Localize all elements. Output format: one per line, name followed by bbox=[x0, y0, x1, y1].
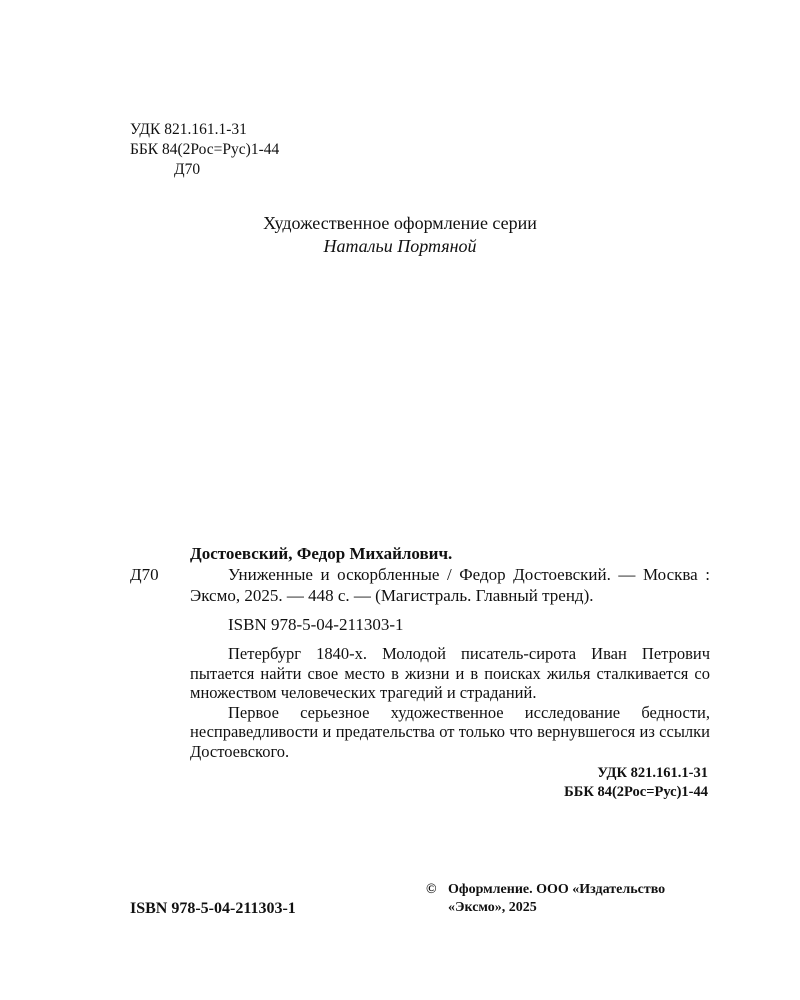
catalog-bbk: ББК 84(2Рос=Рус)1-44 bbox=[564, 784, 708, 800]
copyright-line-2: «Эксмо», 2025 bbox=[448, 900, 537, 915]
catalog-entry bbox=[130, 564, 710, 606]
annotation-paragraph: Петербург 1840-х. Молодой писатель-сирота Иван Петрович пытается найти свое место в жизни и в поисках жилья сталкивается со множеством человеческих трагедий и страданий. bbox=[190, 644, 710, 702]
bbk-code: ББК 84(2Рос=Рус)1-44 bbox=[130, 141, 280, 158]
catalog-card bbox=[130, 543, 710, 802]
catalog-codes bbox=[130, 764, 710, 802]
copyright-icon: © bbox=[426, 882, 437, 897]
classification-codes bbox=[130, 120, 279, 180]
annotation-paragraph: Первое серьезное художественное исследование бедности, несправедливости и предательства от только что вернувшегося из ссылки Достоевского. bbox=[190, 702, 710, 761]
annotation bbox=[130, 644, 710, 761]
catalog-author: Достоевский, Федор Михайлович. bbox=[190, 544, 453, 563]
udk-code: УДК 821.161.1-31 bbox=[130, 121, 247, 138]
copyright-line-1: Оформление. ООО «Издательство bbox=[448, 882, 666, 897]
footer-isbn: ISBN 978-5-04-211303-1 bbox=[130, 900, 296, 917]
catalog-code: Д70 bbox=[130, 565, 159, 584]
catalog-title-block: Униженные и оскорбленные / Федор Достоевский. — Москва : Эксмо, 2025. — 448 с. — (Магистраль. Главный тренд). bbox=[190, 565, 710, 605]
author-mark: Д70 bbox=[174, 161, 201, 178]
catalog-isbn: ISBN 978-5-04-211303-1 bbox=[228, 615, 404, 634]
series-credit-line: Художественное оформление серии bbox=[263, 213, 537, 233]
series-designer: Натальи Портяной bbox=[323, 236, 477, 256]
copyright-notice bbox=[426, 881, 665, 917]
series-credit bbox=[0, 212, 800, 258]
catalog-udk: УДК 821.161.1-31 bbox=[597, 765, 708, 781]
